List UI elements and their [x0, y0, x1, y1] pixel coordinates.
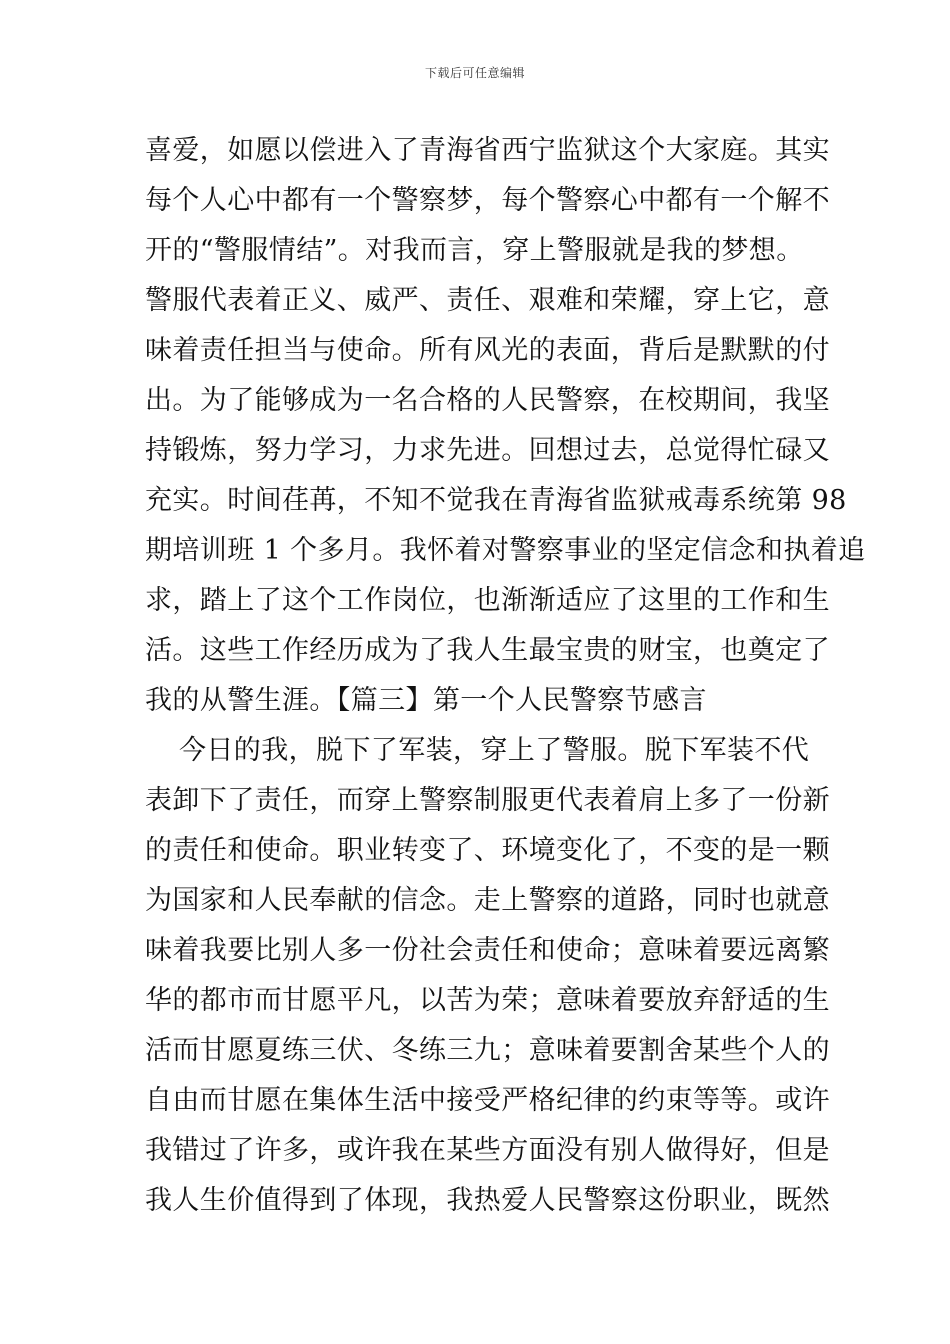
text-line: 充实。时间荏苒，不知不觉我在青海省监狱戒毒系统第 98	[145, 485, 847, 516]
text-line: 期培训班 1 个多月。我怀着对警察事业的坚定信念和执着追	[145, 535, 866, 566]
text-line: 活。这些工作经历成为了我人生最宝贵的财宝，也奠定了	[145, 635, 830, 666]
text-line: 持锻炼，努力学习，力求先进。回想过去，总觉得忙碌又	[145, 435, 830, 466]
page-header: 下载后可任意编辑	[424, 66, 525, 80]
text-line: 自由而甘愿在集体生活中接受严格纪律的约束等等。或许	[145, 1085, 830, 1116]
text-line: 喜爱，如愿以偿进入了青海省西宁监狱这个大家庭。其实	[145, 135, 830, 166]
text-line: 开的“警服情结”。对我而言，穿上警服就是我的梦想。	[145, 235, 804, 266]
body-text	[145, 126, 866, 1226]
text-line: 华的都市而甘愿平凡，以苦为荣；意味着要放弃舒适的生	[145, 985, 830, 1016]
paragraph-start-line: 今日的我，脱下了军装，穿上了警服。脱下军装不代	[179, 735, 810, 766]
text-line: 我错过了许多，或许我在某些方面没有别人做得好，但是	[145, 1135, 830, 1166]
text-line: 的责任和使命。职业转变了、环境变化了，不变的是一颗	[145, 835, 830, 866]
text-line: 表卸下了责任，而穿上警察制服更代表着肩上多了一份新	[145, 785, 830, 816]
text-line: 为国家和人民奉献的信念。走上警察的道路，同时也就意	[145, 885, 830, 916]
text-line: 我人生价值得到了体现，我热爱人民警察这份职业，既然	[145, 1185, 830, 1216]
text-line: 味着我要比别人多一份社会责任和使命；意味着要远离繁	[145, 935, 830, 966]
section-heading-line: 我的从警生涯。【篇三】第一个人民警察节感言	[145, 685, 707, 716]
text-line: 出。为了能够成为一名合格的人民警察，在校期间，我坚	[145, 385, 830, 416]
text-line: 味着责任担当与使命。所有风光的表面，背后是默默的付	[145, 335, 830, 366]
text-line: 求，踏上了这个工作岗位，也渐渐适应了这里的工作和生	[145, 585, 830, 616]
text-line: 警服代表着正义、威严、责任、艰难和荣耀，穿上它，意	[145, 285, 830, 316]
text-line: 每个人心中都有一个警察梦，每个警察心中都有一个解不	[145, 185, 830, 216]
text-line: 活而甘愿夏练三伏、冬练三九；意味着要割舍某些个人的	[145, 1035, 830, 1066]
